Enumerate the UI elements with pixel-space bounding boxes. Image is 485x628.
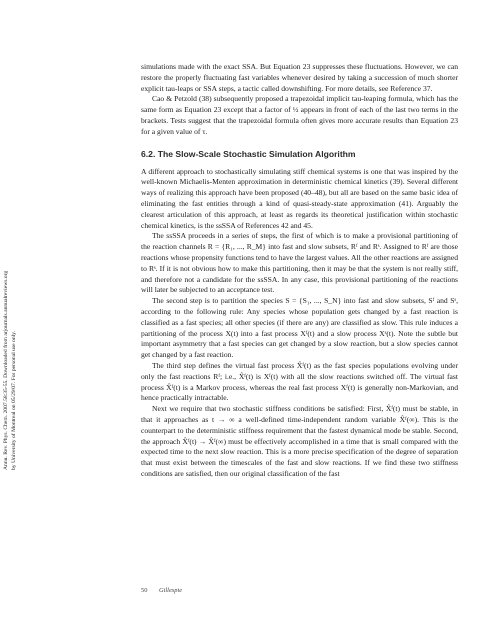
paragraph: The ssSSA proceeds in a series of steps, the first of which is to make a provisional partitioning of the reaction channels R = {R₁, ..., R_M} into fast and slow subsets, Rᶠ and Rˢ. Assigned to Rᶠ are those reactions whose propensity functions tend to have the largest values. All the other reactions are assigned to Rˢ. If it is not obvious how to make this partitioning, then it may be that the system is not really stiff, and therefore not a candidate for the ssSSA. In any case, this provisional partitioning of the reactions will later be subjected to an acceptance test.	[141, 231, 458, 295]
paragraph: Cao & Petzold (38) subsequently proposed a trapezoidal implicit tau-leaping formula, which has the same form as Equation 23 except that a factor of ½ appears in front of each of the last two terms in the brackets. Tests suggest that the trapezoidal formula often gives more accurate results than Equation 23 for a given value of τ.	[141, 94, 458, 136]
paragraph: Next we require that two stochastic stiffness conditions be satisfied: First, X̂ᶠ(t) must be stable, in that it approaches as t → ∞ a well-defined time-independent random variable X̂ᶠ(∞). This is the counterpart to the deterministic stiffness requirement that the fastest dynamical mode be stable. Second, the approach X̂ᶠ(t) → X̂ᶠ(∞) must be effectively accomplished in a time that is small compared with the expected time to the next slow reaction. This is a more precise specification of the degree of separation that must exist between the timescales of the fast and slow reactions. If we find these two stiffness conditions are satisfied, then our original classification of the fast	[141, 404, 458, 478]
page-number: 50	[141, 587, 148, 594]
running-author: Gillespie	[159, 587, 183, 594]
paragraph: A different approach to stochastically simulating stiff chemical systems is one that was inspired by the well-known Michaelis-Menten approximation in deterministic chemical kinetics (39). Several different ways of realizing this approach have been proposed (40–48), but all are based on the same basic idea of eliminating the fast entities through a kind of quasi-steady-state approximation (41). Arguably the clearest articulation of this approach, at least as regards its theoretical justification within stochastic chemical kinetics, is the ssSSA of References 42 and 45.	[141, 166, 458, 230]
download-notice-line-1: Annu. Rev. Phys. Chem. 2007.58:35-55. Downloaded from arjournals.annualreviews.org	[3, 270, 9, 470]
section-heading: 6.2. The Slow-Scale Stochastic Simulation Algorithm	[141, 148, 356, 159]
paragraph: The second step is to partition the species S = {S₁, ..., S_N} into fast and slow subsets, Sᶠ and Sˢ, according to the following rule: Any species whose population gets changed by a fast reaction is classified as a fast species; all other species (if there are any) are classified as slow. This rule induces a partitioning of the process X(t) into a fast process Xᶠ(t) and a slow process Xˢ(t). Note the subtle but important asymmetry that a fast species can get changed by a slow reaction, but a slow species cannot get changed by a fast reaction.	[141, 296, 458, 360]
download-notice-line-2: by University of Montreal on 05/29/07. For personal use only.	[11, 331, 17, 470]
download-notice	[2, 140, 38, 470]
paragraph: simulations made with the exact SSA. But Equation 23 suppresses these fluctuations. However, we can restore the properly fluctuating fast variables whenever desired by taking a succession of much shorter explicit tau-leaps or SSA steps, a tactic called downshifting. For more details, see Reference 37.	[141, 62, 458, 93]
page-footer	[141, 587, 182, 595]
download-notice-text	[2, 140, 18, 470]
paragraph: The third step defines the virtual fast process X̂ᶠ(t) as the fast species populations evolving under only the fast reactions Rᶠ; i.e., X̂ᶠ(t) is Xᶠ(t) with all the slow reactions switched off. The virtual fast process X̂ᶠ(t) is a Markov process, whereas the real fast process Xᶠ(t) is generally non-Markovian, and hence practically intractable.	[141, 360, 458, 403]
page-body	[141, 62, 458, 480]
